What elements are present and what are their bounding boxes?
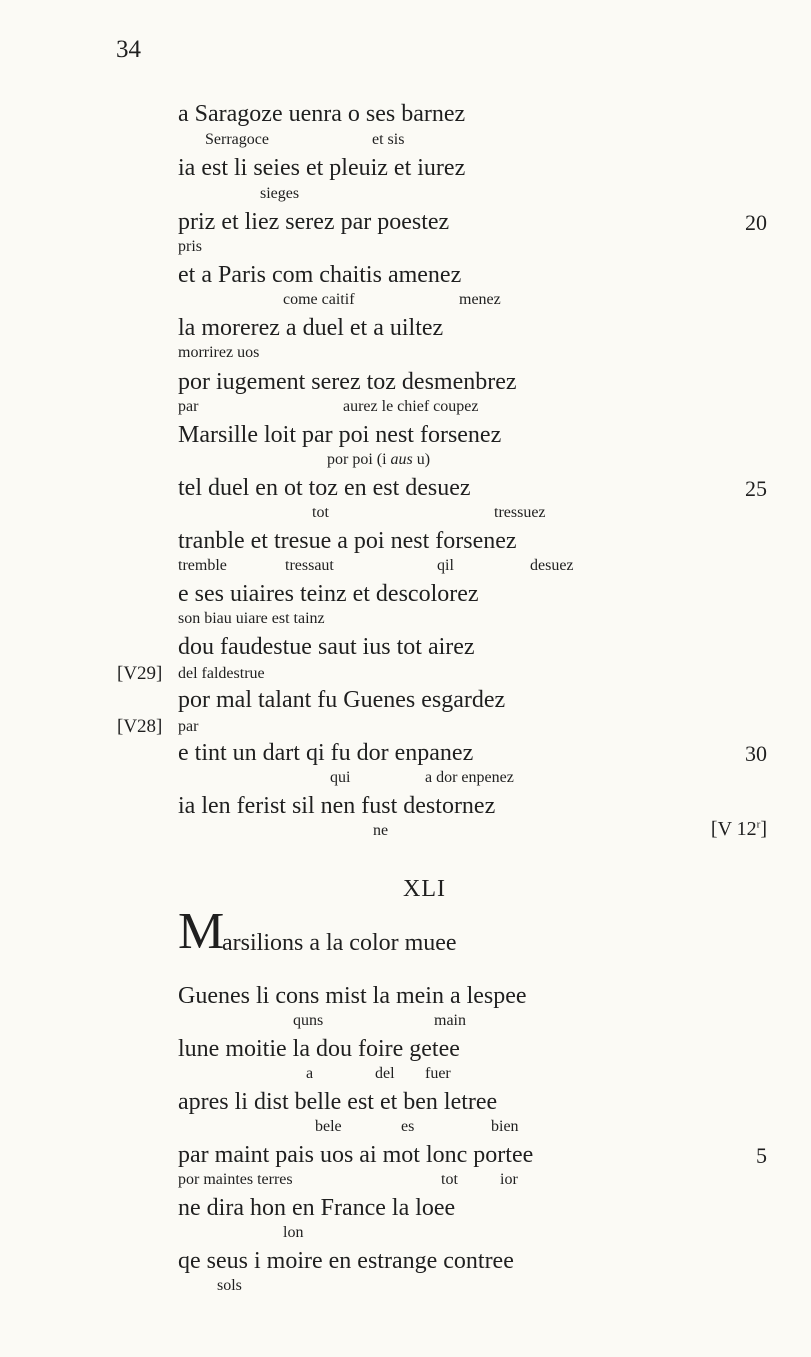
verse-line: priz et liez serez par poestez (178, 209, 450, 235)
gloss-word: qil (437, 557, 454, 574)
verse-line: par maint pais uos ai mot lonc portee (178, 1142, 534, 1168)
verse-line: lune moitie la dou foire getee (178, 1036, 460, 1062)
folio-ref-sup: r (756, 818, 761, 831)
gloss-word: ior (500, 1171, 518, 1188)
gloss-word: a (306, 1065, 314, 1082)
gloss-word: Serragoce (205, 131, 269, 148)
gloss-word: par (178, 718, 199, 735)
gloss-word: main (434, 1012, 466, 1029)
verse-line: por iugement serez toz desmenbrez (178, 369, 517, 395)
gloss-word: et sis (372, 131, 405, 148)
gloss-word: por maintes terres (178, 1171, 293, 1188)
verse-line: dou faudestue saut ius tot airez (178, 634, 475, 660)
verse-line: et a Paris com chaitis amenez (178, 262, 462, 288)
verse-line: ne dira hon en France la loee (178, 1195, 456, 1221)
gloss-word: bele (315, 1118, 342, 1135)
gloss-word: tremble (178, 557, 227, 574)
verse-line: e tint un dart qi fu dor enpanez (178, 740, 474, 766)
gloss-word: fuer (425, 1065, 451, 1082)
verse-line: Marsille loit par poi nest forsenez (178, 422, 502, 448)
gloss-word: come caitif (283, 291, 355, 308)
verse-line: e ses uiaires teinz et descolorez (178, 581, 479, 607)
gloss-word: sieges (260, 185, 300, 202)
verse-line: Guenes li cons mist la mein a lespee (178, 983, 527, 1009)
folio-ref-text: [V 12 (710, 818, 757, 840)
gloss-word: lon (283, 1224, 304, 1241)
gloss-word: ne (373, 822, 389, 839)
line-number: 25 (745, 476, 767, 501)
verse-line: tel duel en ot toz en est desuez (178, 475, 471, 501)
gloss-word: morrirez uos (178, 344, 260, 361)
gloss-word: es (401, 1118, 415, 1135)
line-number: 30 (745, 741, 767, 766)
gloss-word (327, 451, 430, 469)
gloss-word: pris (178, 238, 202, 255)
gloss-word: quns (293, 1012, 324, 1029)
folio-ref-end: ] (760, 818, 767, 840)
gloss-word: aurez le chief coupez (343, 398, 479, 415)
gloss-word: del faldestrue (178, 665, 265, 682)
verse-line: ia len ferist sil nen fust destornez (178, 793, 496, 819)
verse-line: arsilions a la color muee (222, 930, 457, 956)
gloss-word: desuez (530, 557, 574, 574)
verse-line: por mal talant fu Guenes esgardez (178, 687, 506, 713)
gloss-word: par (178, 398, 199, 415)
verse-line: apres li dist belle est et ben letree (178, 1089, 498, 1115)
folio-ref (711, 818, 767, 841)
gloss-italic: aus (390, 451, 413, 468)
gloss-word: del (375, 1065, 395, 1082)
gloss-word: tot (312, 504, 329, 521)
verse-line: qe seus i moire en estrange contree (178, 1248, 514, 1274)
line-number: 20 (745, 210, 767, 235)
gloss-word: menez (459, 291, 501, 308)
gloss-part: u) (416, 451, 431, 468)
gloss-part: por poi (i (327, 451, 387, 468)
page-number: 34 (116, 36, 141, 63)
gloss-word: tressaut (285, 557, 334, 574)
section-heading: XLI (403, 876, 446, 902)
verse-line: tranble et tresue a poi nest forsenez (178, 528, 517, 554)
gloss-word: bien (491, 1118, 519, 1135)
gloss-word: tot (441, 1171, 458, 1188)
verse-line: la morerez a duel et a uiltez (178, 315, 444, 341)
gloss-word: son biau uiare est tainz (178, 610, 325, 627)
verse-line: ia est li seies et pleuiz et iurez (178, 155, 466, 181)
line-number: 5 (756, 1143, 767, 1168)
initial-letter: M (178, 903, 225, 960)
verse-line: a Saragoze uenra o ses barnez (178, 101, 466, 127)
gloss-word: sols (217, 1277, 242, 1294)
gloss-word: a dor enpenez (425, 769, 514, 786)
manuscript-ref: [V29] (117, 663, 163, 684)
gloss-word: tressuez (494, 504, 546, 521)
gloss-word: qui (330, 769, 351, 786)
manuscript-ref: [V28] (117, 716, 163, 737)
